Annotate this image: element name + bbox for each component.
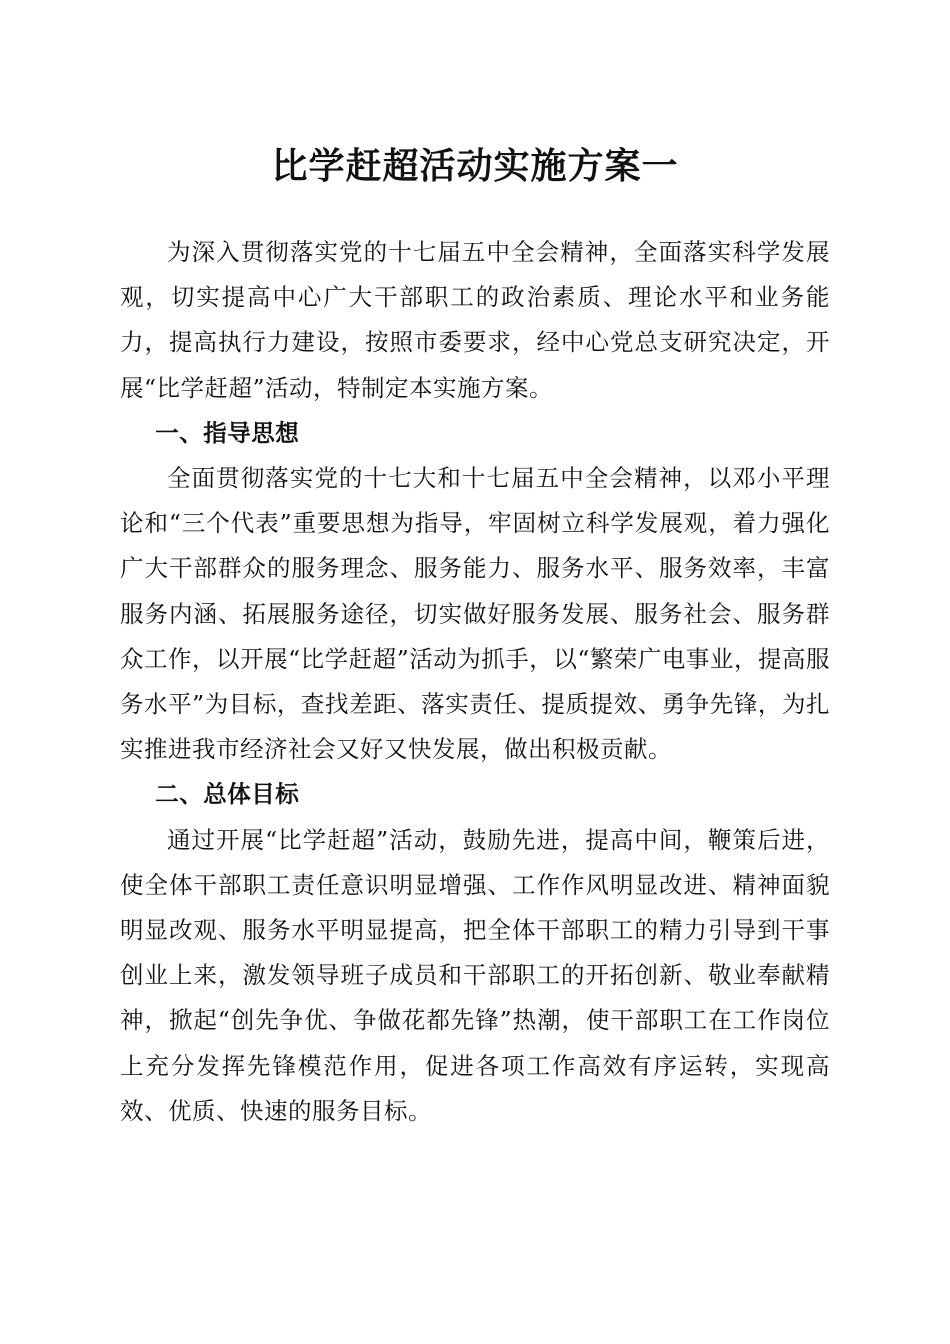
section-paragraph-guiding-ideology: 全面贯彻落实党的十七大和十七届五中全会精神，以邓小平理论和“三个代表”重要思想为指导，牢固树立科学发展观，着力强化广大干部群众的服务理念、服务能力、服务水平、服务效率，丰富服务内涵、拓展服务途径，切实做好服务发展、服务社会、服务群众工作，以开展“比学赶超”活动为抓手，以“繁荣广电事业，提高服务水平”为目标，查找差距、落实责任、提质提效、勇争先锋，为扎实推进我市经济社会又好又快发展，做出积极贡献。 (120, 464, 830, 764)
document-body (120, 230, 830, 1134)
intro-paragraph: 为深入贯彻落实党的十七届五中全会精神，全面落实科学发展观，切实提高中心广大干部职工的政治素质、理论水平和业务能力，提高执行力建设，按照市委要求，经中心党总支研究决定，开展“比学赶超”活动，特制定本实施方案。 (120, 238, 830, 402)
section-heading-overall-goal: 二、总体目标 (155, 780, 300, 809)
section-heading-guiding-ideology: 一、指导思想 (155, 418, 300, 447)
section-paragraph-overall-goal: 通过开展“比学赶超”活动，鼓励先进，提高中间，鞭策后进，使全体干部职工责任意识明显增强、工作作风明显改进、精神面貌明显改观、服务水平明显提高，把全体干部职工的精力引导到干事创业上来，激发领导班子成员和干部职工的开拓创新、敬业奉献精神，掀起“创先争优、争做花都先锋”热潮，使干部职工在工作岗位上充分发挥先锋模范作用，促进各项工作高效有序运转，实现高效、优质、快速的服务目标。 (120, 825, 830, 1125)
document-title: 比学赶超活动实施方案一 (271, 145, 679, 187)
